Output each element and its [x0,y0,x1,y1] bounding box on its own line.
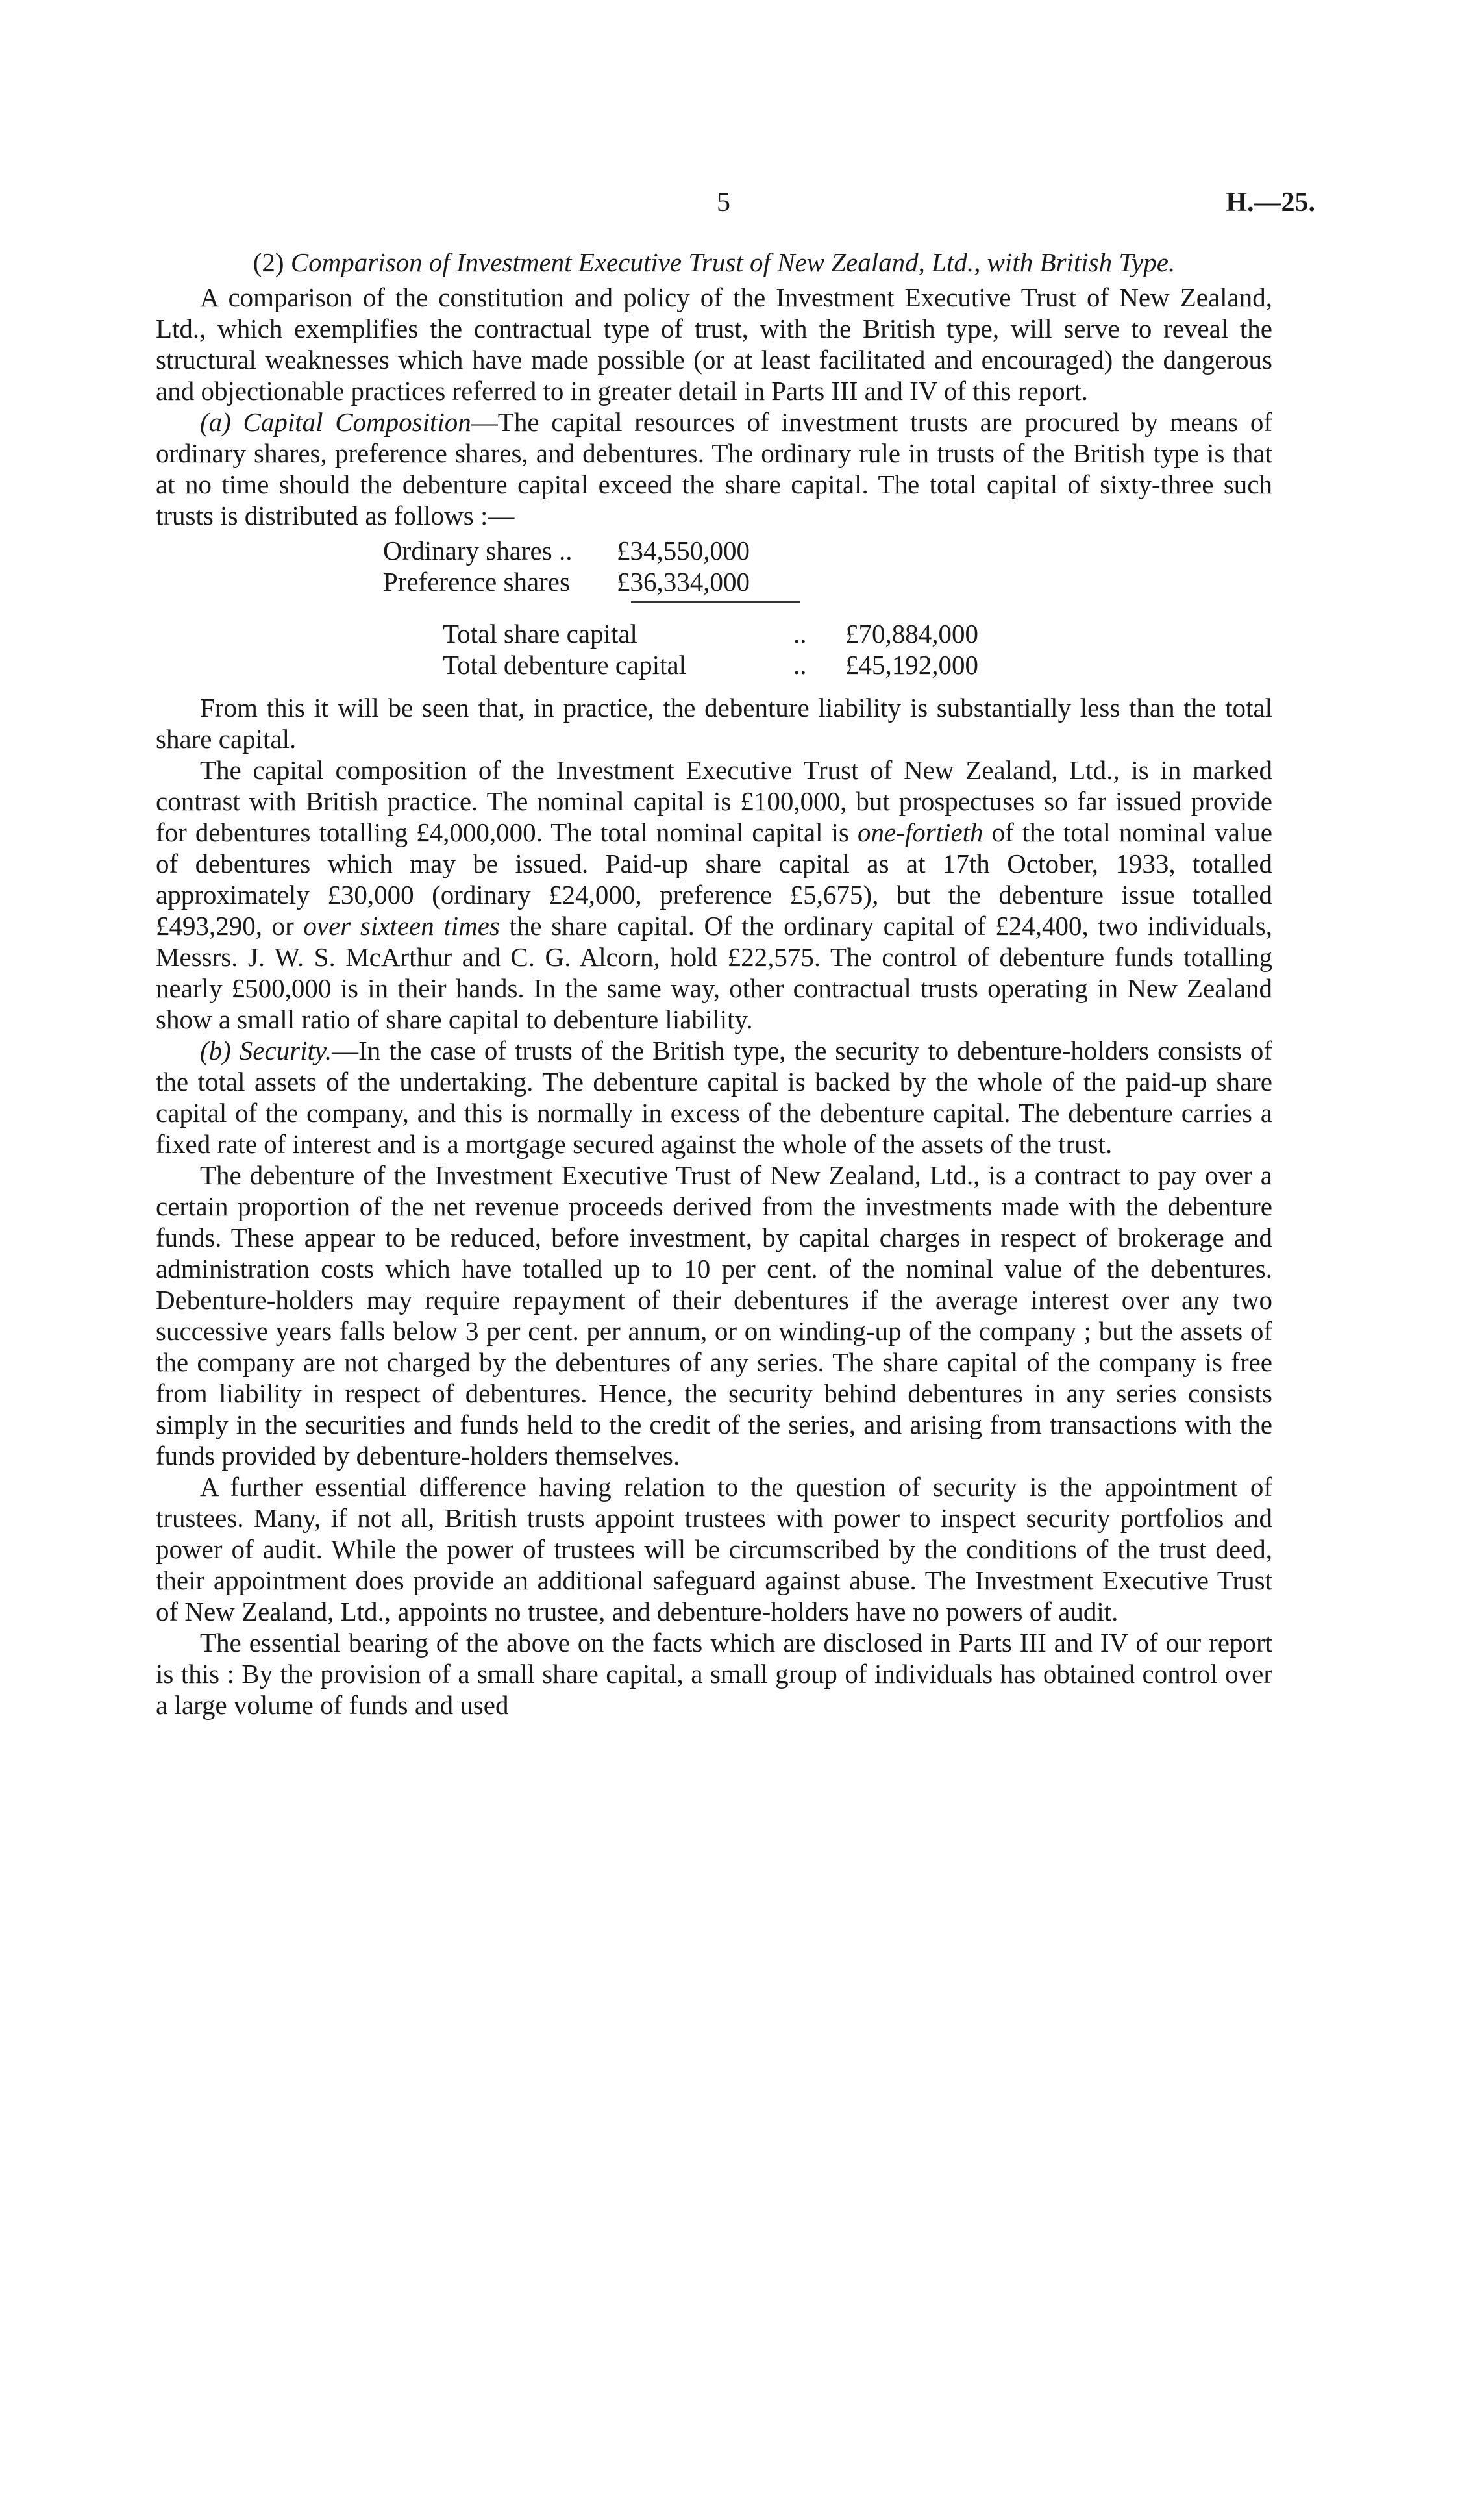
trustees-paragraph: A further essential difference having relation to the question of security is the appointment of trustees. Many, if not all, British trusts appoint trustees with power to inspect security portfolios and power of audit. While the power of trustees will be circumscribed by the conditions of the trust deed, their appointment does provide an additional safeguard against abuse. The Investment Executive Trust of New Zealand, Ltd., appoints no trustee, and debenture-holders have no powers of audit. [156,1472,1272,1626]
section-title: Comparison of Investment Executive Trust of New Zealand, Ltd., with British Type. [290,247,1176,277]
security-label: (b) Security. [200,1036,332,1065]
preference-shares-value: £36,334,000 [617,567,750,597]
from-this-paragraph: From this it will be seen that, in practice, the debenture liability is substantially less than the total share capital. [156,693,1272,754]
table-row [443,618,1092,649]
security-paragraph [156,1035,1272,1160]
document-reference: H.—25. [1226,188,1315,218]
capital-composition-paragraph [156,406,1272,531]
page-number: 5 [717,188,730,218]
ordinary-shares-label: Ordinary shares .. [383,536,573,566]
composition-text-3: the share capital. Of the ordinary capital of £24,400, two individuals, Messrs. J. W. S. McArthur and C. G. Alcorn, hold £22,575. The control of debenture funds totalling nearly £500,000 is in their hands. In the same way, other contractual trusts operating in New Zealand show a small ratio of share capital to debenture liability. [156,911,1272,1034]
total-share-capital-value: £70,884,000 [845,619,978,649]
share-capital-table [383,535,824,597]
sum-rule [631,601,800,603]
table-row [383,566,824,597]
composition-emphasis-1: one-fortieth [857,817,983,847]
section-number: (2) [253,247,284,277]
total-debenture-capital-value: £45,192,000 [845,650,978,680]
composition-emphasis-2: over sixteen times [303,911,500,941]
total-debenture-capital-label: Total debenture capital [443,650,687,680]
preference-shares-label: Preference shares [383,567,570,597]
page-header [0,187,1484,226]
capital-composition-label: (a) Capital Composition [200,407,471,437]
total-share-capital-label: Total share capital [443,619,637,649]
security-text: —In the case of trusts of the British type, the security to debenture-holders consists of the total assets of the undertaking. The debenture capital is backed by the whole of the paid-up share capital of the company, and this is normally in excess of the debenture capital. The debenture carries a fixed rate of interest and is a mortgage secured against the whole of the assets of the trust. [156,1036,1272,1159]
table-row [383,535,824,566]
leader-dots: .. [793,650,807,680]
capital-totals-table [443,618,1092,680]
debenture-paragraph: The debenture of the Investment Executive Trust of New Zealand, Ltd., is a contract to pay over a certain proportion of the net revenue proceeds derived from the investments made with the debenture funds. These appear to be reduced, before investment, by capital charges in respect of brokerage and administration costs which have totalled up to 10 per cent. of the nominal value of the debentures. Debenture-holders may require repayment of their debentures if the average interest over any two successive years falls below 3 per cent. per annum, or on winding-up of the company ; but the assets of the company are not charged by the debentures of any series. The share capital of the company is free from liability in respect of debentures. Hence, the security behind debentures in any series consists simply in the securities and funds held to the credit of the series, and arising from transactions with the funds provided by debenture-holders themselves. [156,1160,1272,1471]
capital-composition-contrast-paragraph [156,754,1272,1035]
capital-composition-text: —The capital resources of investment trusts are procured by means of ordinary shares, preference shares, and debentures. The ordinary rule in trusts of the British type is that at no time should the debenture capital exceed the share capital. The total capital of sixty-three such trusts is distributed as follows :— [156,407,1272,530]
ordinary-shares-value: £34,550,000 [617,536,750,566]
table-row [443,649,1092,680]
intro-paragraph: A comparison of the constitution and policy of the Investment Executive Trust of New Zealand, Ltd., which exemplifies the contractual type of trust, with the British type, will serve to reveal the structural weaknesses which have made possible (or at least facilitated and encouraged) the dangerous and objectionable practices referred to in greater detail in Parts III and IV of this report. [156,282,1272,406]
section-heading [156,247,1272,278]
composition-text-1: The capital composition of the Investment Executive Trust of New Zealand, Ltd., is in marked contrast with British practice. The nominal capital is £100,000, but prospectuses so far issued provide for debentures totalling £4,000,000. The total nominal capital is [156,755,1272,847]
bearing-paragraph: The essential bearing of the above on the facts which are disclosed in Parts III and IV of our report is this : By the provision of a small share capital, a small group of individuals has obtained control over a large volume of funds and used [156,1628,1272,1720]
leader-dots: .. [793,619,807,649]
document-body [156,247,1272,1721]
composition-text-2: of the total nominal value of debentures which may be issued. Paid-up share capital as at 17th October, 1933, totalled approximately £30,000 (ordinary £24,000, preference £5,675), but the debenture issue totalled £493,290, or [156,817,1272,941]
